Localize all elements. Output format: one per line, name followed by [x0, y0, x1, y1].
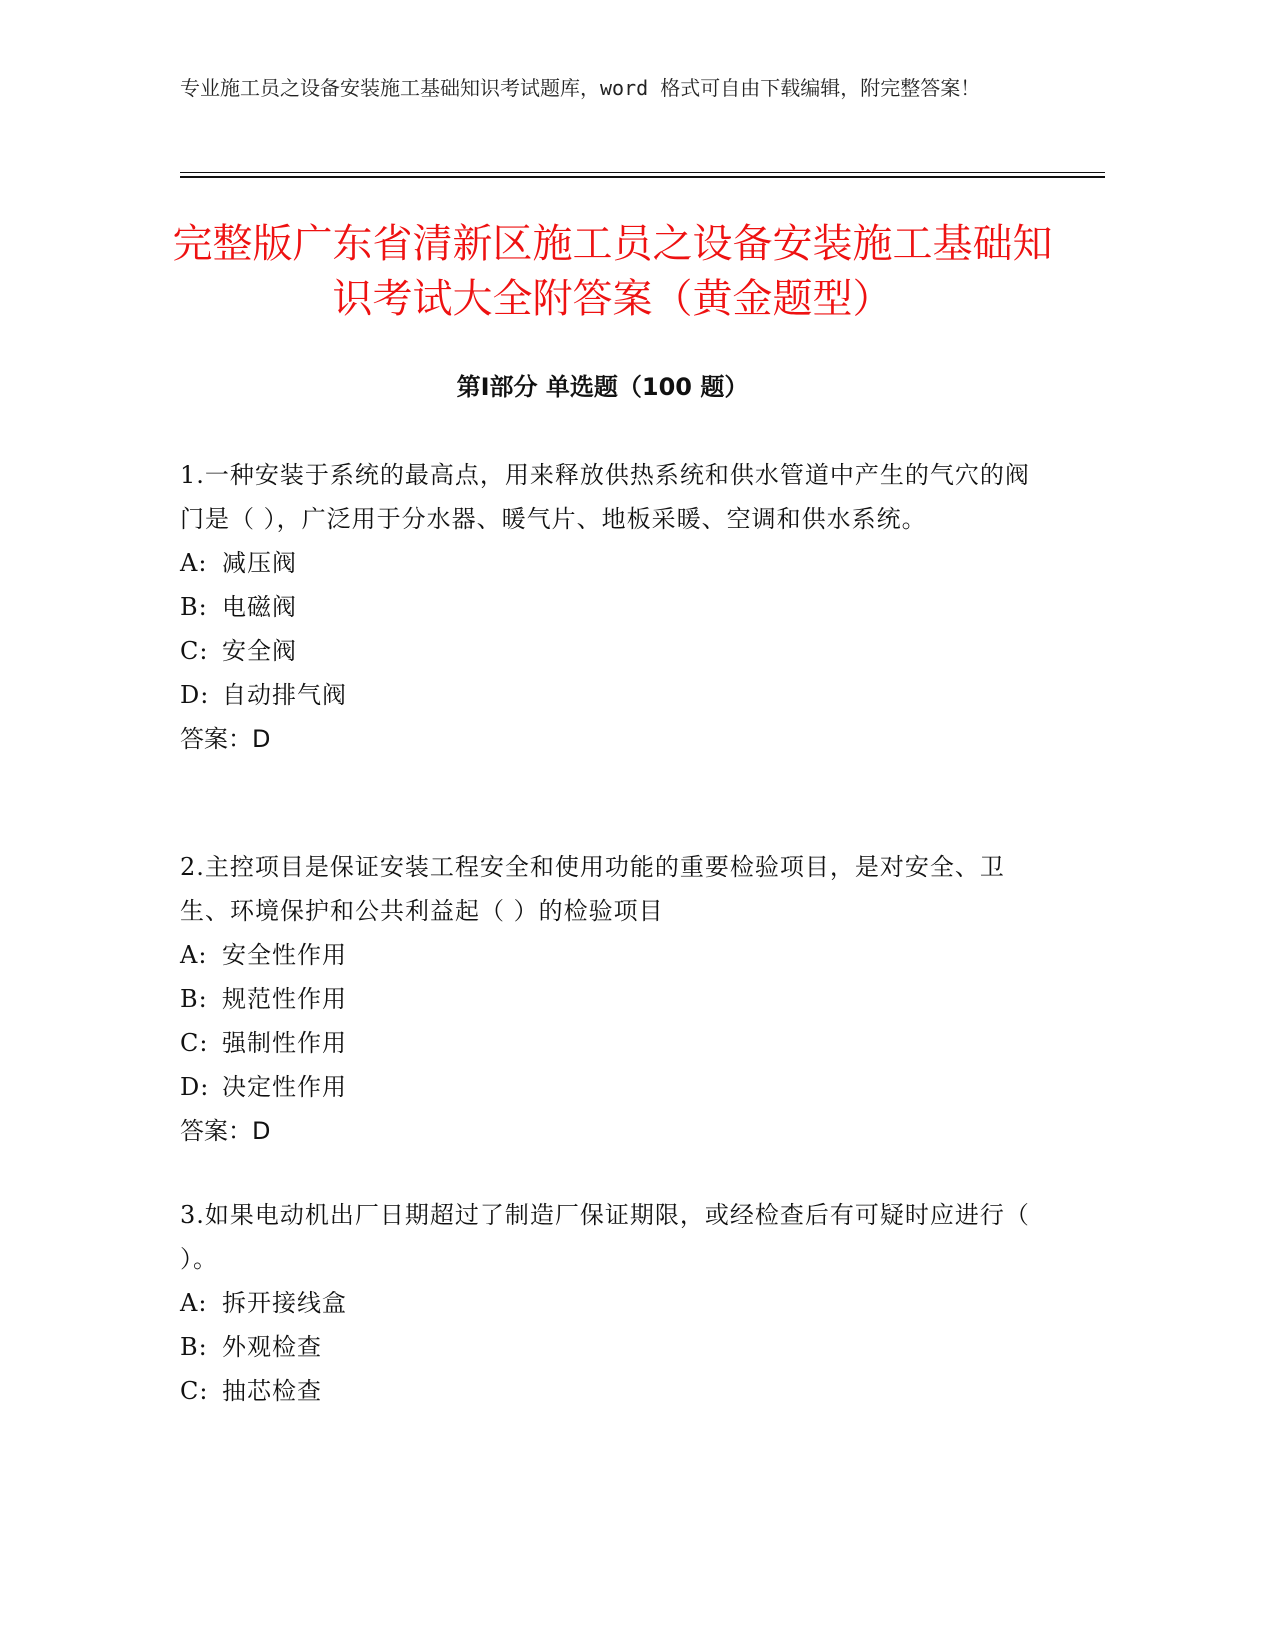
option-c — [180, 629, 1040, 673]
option-text: 自动排气阀 — [222, 681, 347, 709]
option-text: 决定性作用 — [222, 1073, 347, 1101]
answer: 答案：D — [180, 725, 271, 753]
option-letter: B: — [180, 593, 208, 621]
option-letter: D: — [180, 1073, 210, 1101]
question-stem: 3.如果电动机出厂日期超过了制造厂保证期限，或经检查后有可疑时应进行（ ）。 — [180, 1201, 1030, 1273]
question-3 — [180, 1193, 1040, 1413]
option-a — [180, 933, 1040, 977]
option-letter: A: — [180, 549, 208, 577]
option-text: 电磁阀 — [222, 593, 297, 621]
option-text: 抽芯检查 — [222, 1377, 322, 1405]
option-letter: C: — [180, 1029, 209, 1057]
header-rule-thick — [180, 176, 1105, 178]
question-stem: 1.一种安装于系统的最高点，用来释放供热系统和供水管道中产生的气穴的阀门是（ ），广泛用于分水器、暖气片、地板采暖、空调和供水系统。 — [180, 461, 1030, 533]
option-b — [180, 585, 1040, 629]
question-1 — [180, 453, 1040, 761]
option-letter: C: — [180, 1377, 209, 1405]
header-rule-thin — [180, 172, 1105, 173]
option-letter: B: — [180, 985, 208, 1013]
option-b — [180, 1325, 1040, 1369]
option-letter: C: — [180, 637, 209, 665]
option-c — [180, 1369, 1040, 1413]
header-note: 专业施工员之设备安装施工基础知识考试题库，word 格式可自由下载编辑，附完整答案！ — [180, 76, 981, 100]
option-c — [180, 1021, 1040, 1065]
option-d — [180, 1065, 1040, 1109]
option-text: 减压阀 — [222, 549, 297, 577]
answer: 答案：D — [180, 1117, 271, 1145]
option-text: 拆开接线盒 — [222, 1289, 347, 1317]
option-letter: B: — [180, 1333, 208, 1361]
option-a — [180, 541, 1040, 585]
option-text: 外观检查 — [222, 1333, 322, 1361]
option-text: 安全性作用 — [222, 941, 347, 969]
section-heading: 第Ⅰ部分 单选题（100 题） — [456, 373, 749, 401]
question-2 — [180, 845, 1040, 1153]
document-title: 完整版广东省清新区施工员之设备安装施工基础知识考试大全附答案（黄金题型） — [172, 221, 1053, 322]
option-b — [180, 977, 1040, 1021]
option-a — [180, 1281, 1040, 1325]
option-d — [180, 673, 1040, 717]
option-letter: A: — [180, 1289, 208, 1317]
option-text: 安全阀 — [222, 637, 297, 665]
option-letter: A: — [180, 941, 208, 969]
option-text: 规范性作用 — [222, 985, 347, 1013]
option-letter: D: — [180, 681, 210, 709]
option-text: 强制性作用 — [222, 1029, 347, 1057]
question-stem: 2.主控项目是保证安装工程安全和使用功能的重要检验项目，是对安全、卫生、环境保护和公共利益起（ ）的检验项目 — [180, 853, 1005, 925]
